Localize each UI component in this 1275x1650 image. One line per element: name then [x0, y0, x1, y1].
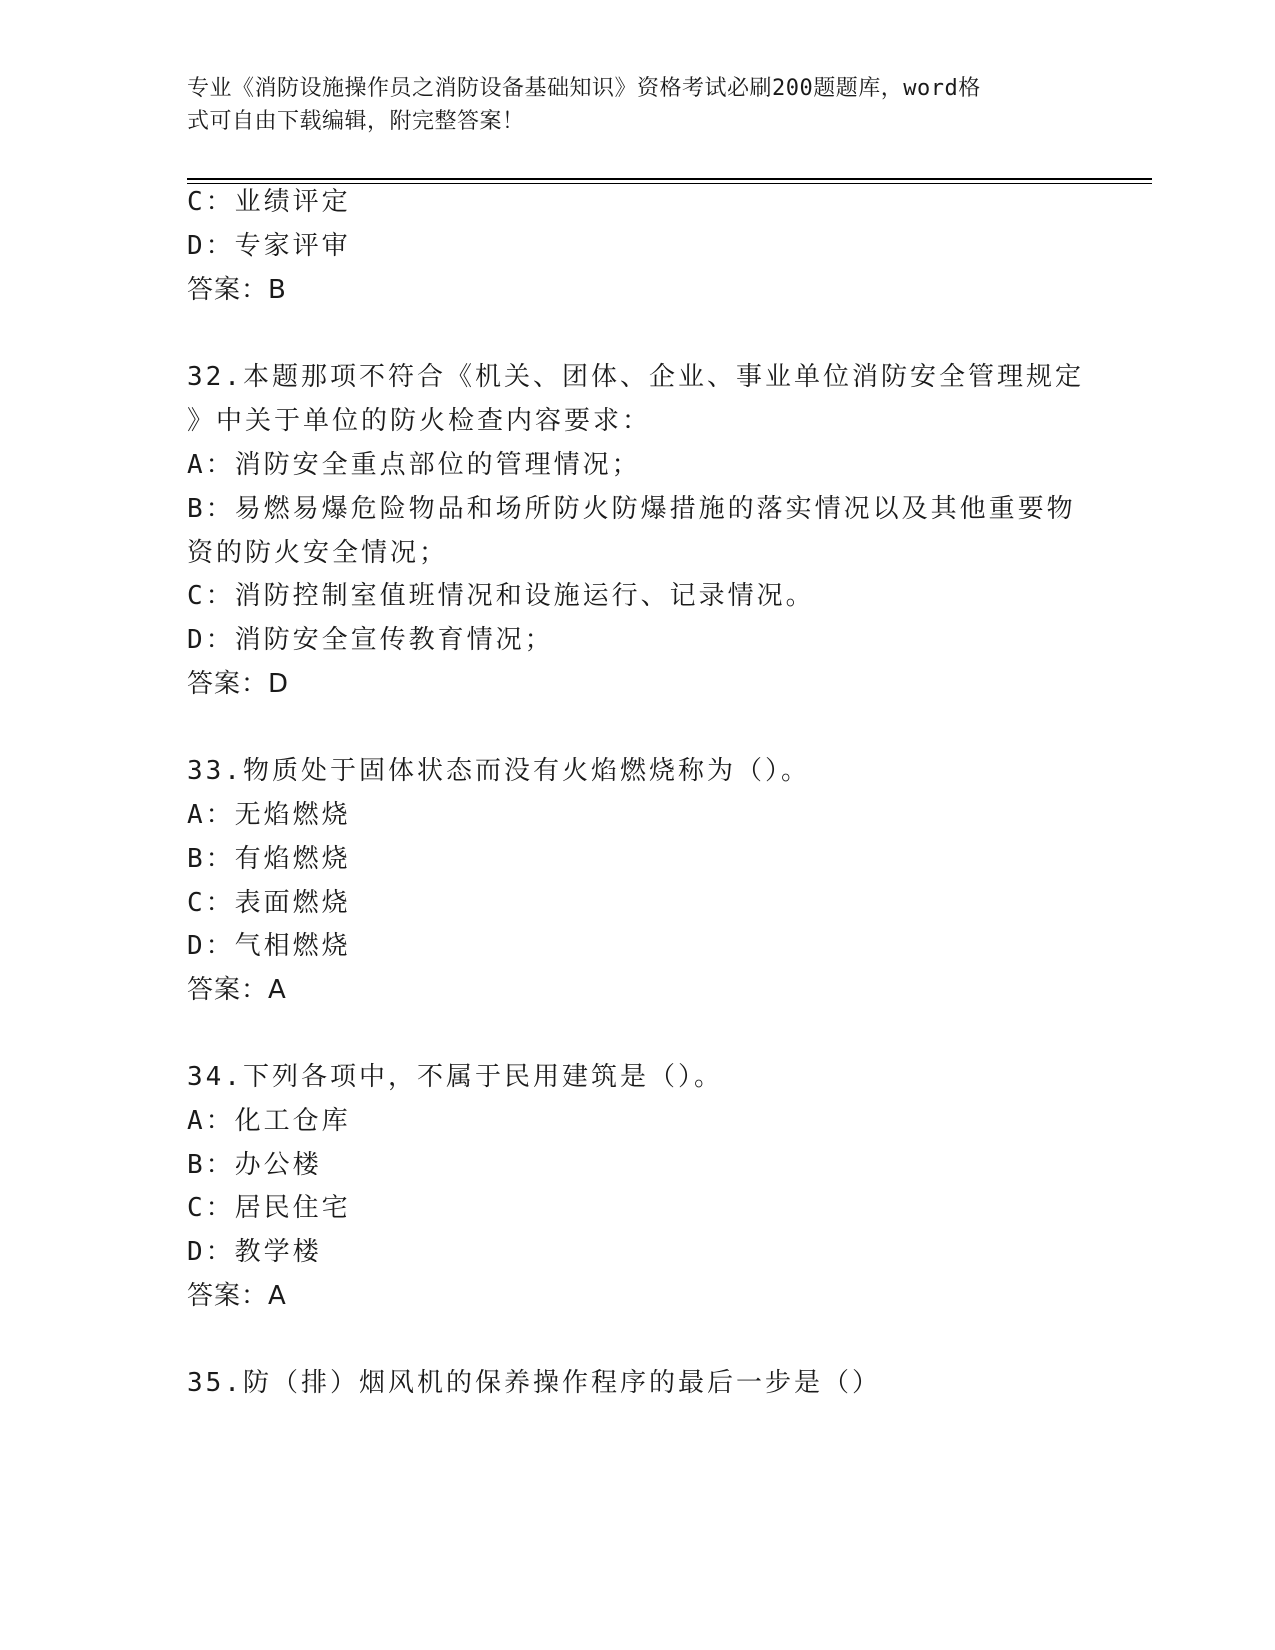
q34-answer: 答案：A: [187, 1281, 287, 1311]
q32-option-d: D：消防安全宣传教育情况；: [187, 625, 554, 655]
q33-stem: 33.物质处于固体状态而没有火焰燃烧称为（）。: [187, 756, 810, 786]
q34-option-d: D：教学楼: [187, 1237, 322, 1267]
q33-answer: 答案：A: [187, 975, 287, 1005]
q34-option-b: B：办公楼: [187, 1150, 322, 1180]
q35-stem: 35.防（排）烟风机的保养操作程序的最后一步是（）: [187, 1368, 881, 1398]
q32-option-b-line-1: B：易燃易爆危险物品和场所防火防爆措施的落实情况以及其他重要物: [187, 494, 1076, 524]
q33-option-a: A：无焰燃烧: [187, 800, 351, 830]
q34-option-a: A：化工仓库: [187, 1106, 351, 1136]
q31-option-c: C：业绩评定: [187, 187, 351, 217]
q33-option-c: C：表面燃烧: [187, 888, 351, 918]
q32-option-b-line-2: 资的防火安全情况；: [187, 538, 449, 568]
q32-answer: 答案：D: [187, 669, 290, 699]
q34-option-c: C：居民住宅: [187, 1193, 351, 1223]
q32-option-a: A：消防安全重点部位的管理情况；: [187, 450, 641, 480]
header-rule-thin: [187, 183, 1152, 184]
header-line-2: 式可自由下载编辑，附完整答案！: [187, 109, 525, 134]
q31-option-d: D：专家评审: [187, 231, 351, 261]
header-rule-thick: [187, 178, 1152, 180]
q32-stem-line-1: 32.本题那项不符合《机关、团体、企业、事业单位消防安全管理规定: [187, 362, 1084, 392]
q32-stem-line-2: 》中关于单位的防火检查内容要求：: [187, 406, 652, 436]
q33-option-b: B：有焰燃烧: [187, 844, 351, 874]
q34-stem: 34.下列各项中，不属于民用建筑是（）。: [187, 1062, 723, 1092]
header-line-1: 专业《消防设施操作员之消防设备基础知识》资格考试必刷200题题库，word格: [187, 76, 981, 101]
document-header: [187, 72, 1067, 138]
q32-option-c: C：消防控制室值班情况和设施运行、记录情况。: [187, 581, 815, 611]
q33-option-d: D：气相燃烧: [187, 931, 351, 961]
q31-answer: 答案：B: [187, 275, 287, 305]
